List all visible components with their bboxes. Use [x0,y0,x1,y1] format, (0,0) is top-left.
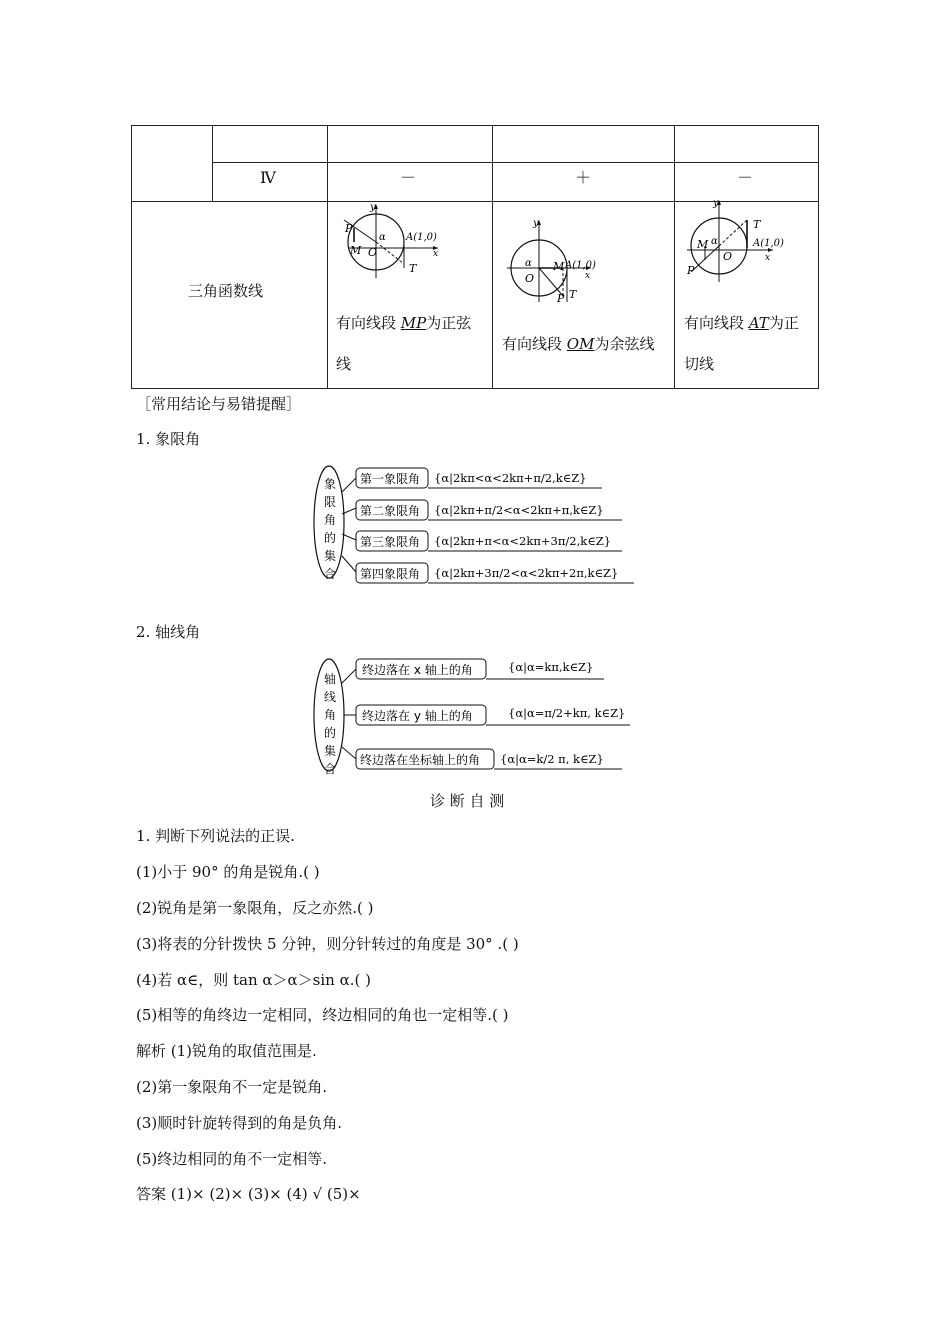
tangent-line-figure [683,198,793,282]
analysis-line-3: (3)顺时针旋转得到的角是负角. [136,1114,343,1132]
fig-A: A(1,0) [406,232,437,243]
svg-text:T: T [569,288,577,301]
coord-axis-label: 终边落在坐标轴上的角 [360,753,481,767]
svg-text:P: P [687,264,695,277]
x-axis-set: {α|α=kπ,k∈Z} [508,660,594,674]
coord-axis-set: {α|α=k/2 π, k∈Z} [500,752,604,766]
sin-caption: 有向线段 MP为正弦 [336,314,472,332]
svg-text:α: α [525,258,532,269]
tan-sign: － [737,168,754,187]
answer-line: 答案 (1)× (2)× (3)× (4) √ (5)× [136,1185,361,1203]
fig-y: y [370,202,376,213]
svg-text:集: 集 [324,744,337,758]
y-axis-set: {α|α=π/2+kπ, k∈Z} [508,706,626,720]
svg-text:x: x [765,253,771,263]
svg-text:限: 限 [324,495,337,509]
svg-text:角: 角 [324,513,337,527]
fig-x: x [433,249,439,259]
svg-text:轴: 轴 [324,672,337,686]
q4-set: {α|2kπ+3π/2<α<2kπ+2π,k∈Z} [434,566,619,580]
question-item-5: (5)相等的角终边一定相同，终边相同的角也一定相等.( ) [136,1006,509,1024]
q1-set: {α|2kπ<α<2kπ+π/2,k∈Z} [434,471,587,485]
svg-text:的: 的 [324,531,337,545]
cosine-line-figure [503,218,613,304]
cos-sign: ＋ [575,168,592,187]
svg-text:合: 合 [324,762,337,776]
svg-text:的: 的 [324,726,337,740]
svg-text:P: P [557,292,565,304]
q2-label: 第二象限角 [360,504,421,518]
row-label: 三角函数线 [188,282,264,300]
sine-line-figure [338,202,448,280]
svg-text:M: M [553,260,565,273]
fig-P: P [345,222,353,235]
x-axis-label: 终边落在 x 轴上的角 [362,663,473,677]
question-item-4: (4)若 α∈，则 tan α＞α＞sin α.( ) [136,971,371,989]
q3-set: {α|2kπ+π<α<2kπ+3π/2,k∈Z} [434,534,612,548]
svg-text:x: x [585,271,591,281]
diag-title: 诊 断 自 测 [430,792,505,810]
svg-text:y: y [713,198,719,209]
sin-sign: － [400,168,417,187]
question-item-2: (2)锐角是第一象限角，反之亦然.( ) [136,899,374,917]
svg-text:A(1,0): A(1,0) [565,260,596,271]
svg-text:合: 合 [324,567,337,581]
svg-text:O: O [525,272,535,285]
question-stem: 1. 判断下列说法的正误. [136,827,295,845]
section2-heading: 2. 轴线角 [136,623,201,641]
q1-label: 第一象限角 [360,472,421,486]
fig-alpha: α [379,232,386,243]
fig-O: O [368,246,378,259]
quadrant-angle-map [312,462,642,587]
svg-text:线: 线 [324,690,337,704]
question-item-1: (1)小于 90° 的角是锐角.( ) [136,863,320,881]
cos-caption: 有向线段 OM为余弦线 [502,335,655,353]
section1-heading: 1. 象限角 [136,430,201,448]
y-axis-label: 终边落在 y 轴上的角 [362,709,473,723]
q4-label: 第四象限角 [360,567,421,581]
svg-text:y: y [533,218,539,229]
analysis-line-1: 解析 (1)锐角的取值范围是. [136,1042,317,1060]
svg-text:M: M [697,238,709,251]
fig-T: T [409,262,417,275]
question-item-3: (3)将表的分针拨快 5 分钟，则分针转过的角度是 30° .( ) [136,935,519,953]
svg-text:A(1,0): A(1,0) [753,238,784,249]
q3-label: 第三象限角 [360,535,421,549]
fig-M: M [350,244,362,257]
q2-set: {α|2kπ+π/2<α<2kπ+π,k∈Z} [434,503,604,517]
svg-text:象: 象 [324,477,337,491]
svg-text:集: 集 [324,549,337,563]
svg-text:角: 角 [324,708,337,722]
svg-text:α: α [711,236,718,247]
axis-angle-map [312,653,642,777]
analysis-line-4: (5)终边相同的角不一定相等. [136,1150,328,1168]
svg-text:T: T [753,218,761,231]
reminder-heading: ［常用结论与易错提醒］ [136,395,302,413]
quadrant-label: Ⅳ [260,168,276,187]
tan-caption: 有向线段 AT为正 [684,314,799,332]
analysis-line-2: (2)第一象限角不一定是锐角. [136,1078,328,1096]
svg-text:O: O [723,250,733,263]
